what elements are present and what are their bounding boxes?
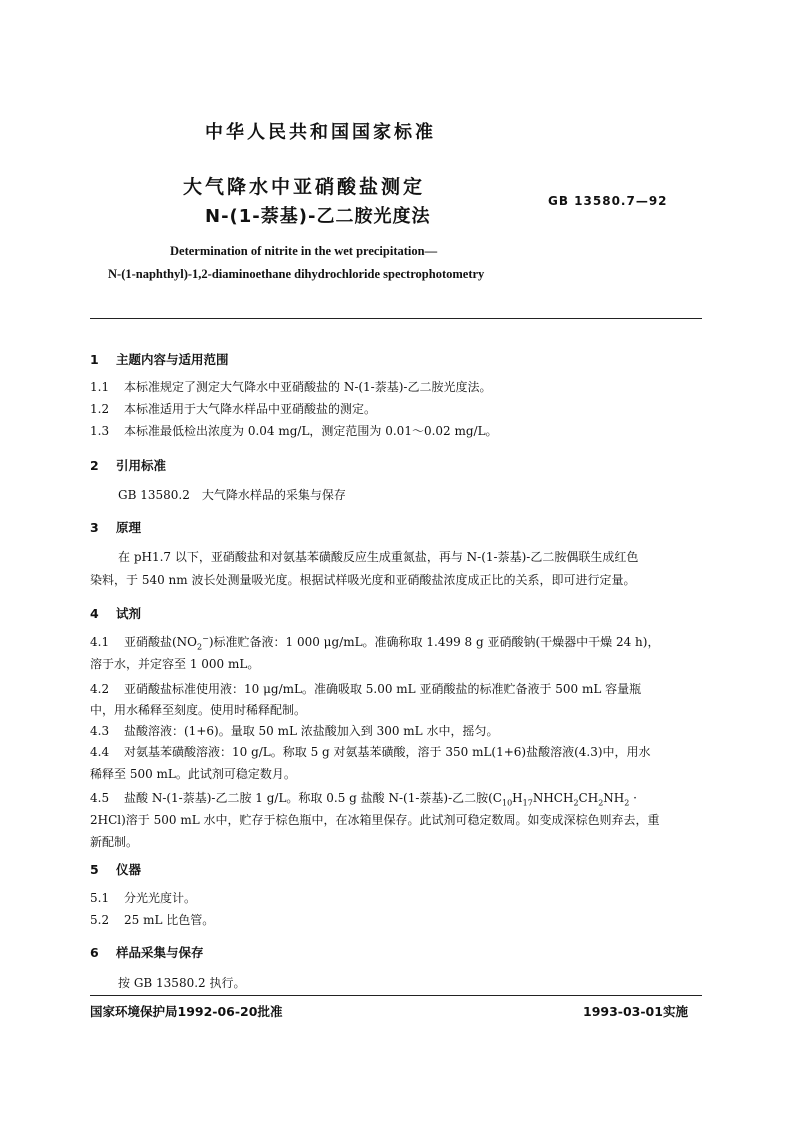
document-subtitle: N-(1-萘基)-乙二胺光度法 [205, 206, 431, 227]
document-title: 大气降水中亚硝酸盐测定 [183, 176, 426, 198]
formula-part: H [512, 791, 523, 805]
clause-number: 4.1 [90, 635, 110, 649]
section-heading-5 [90, 860, 141, 878]
clause-number: 1.2 [90, 402, 110, 416]
clause-text: 25 mL 比色管。 [124, 913, 215, 927]
footer-divider [90, 995, 702, 996]
section-title: 试剂 [116, 606, 142, 621]
clause-number: 1.1 [90, 380, 110, 394]
clause-4-5-cont: 2HCl)溶于 500 mL 水中，贮存于棕色瓶中，在冰箱里保存。此试剂可稳定数周。如变成深棕色则弃去，重 [90, 813, 660, 827]
clause-text: 亚硝酸盐标准使用液：10 μg/mL。准确吸取 5.00 mL 亚硝酸盐的标准贮备液于 500 mL 容量瓶 [124, 682, 642, 696]
clause-5-2 [90, 911, 214, 928]
section-number: 6 [90, 945, 99, 960]
section-number: 3 [90, 520, 99, 535]
section-heading-1 [90, 350, 229, 368]
implementation-date: 1993-03-01实施 [583, 1004, 688, 1019]
clause-text: 分光光度计。 [124, 891, 197, 905]
clause-4-4 [90, 743, 651, 760]
subscript: 2 [197, 642, 203, 652]
standard-title: 中华人民共和国国家标准 [205, 122, 436, 143]
clause-number: 4.3 [90, 724, 110, 738]
clause-number: 5.1 [90, 891, 110, 905]
section-heading-6 [90, 943, 204, 961]
clause-4-3 [90, 722, 498, 739]
clause-number: 5.2 [90, 913, 110, 927]
section-number: 4 [90, 606, 99, 621]
clause-1-3 [90, 422, 498, 439]
formula-part: NHCH [532, 791, 574, 805]
clause-text: 对氨基苯磺酸溶液：10 g/L。称取 5 g 对氨基苯磺酸，溶于 350 mL(1+6)盐酸溶液(4.3)中，用水 [124, 745, 651, 759]
section-title: 仪器 [116, 862, 142, 877]
clause-text: 本标准规定了测定大气降水中亚硝酸盐的 N-(1-萘基)-乙二胺光度法。 [124, 380, 492, 394]
principle-line1: 在 pH1.7 以下，亚硝酸盐和对氨基苯磺酸反应生成重氮盐，再与 N-(1-萘基)-乙二胺偶联生成红色 [118, 550, 639, 564]
english-title-line2: N-(1-naphthyl)-1,2-diaminoethane dihydrochloride spectrophotometry [108, 267, 485, 281]
principle-line2: 染料，于 540 nm 波长处测量吸光度。根据试样吸光度和亚硝酸盐浓度成正比的关系，即可进行定量。 [90, 573, 636, 587]
subscript: 2 [598, 798, 604, 808]
clause-4-1-cont: 溶于水，并定容至 1 000 mL。 [90, 657, 260, 671]
clause-number: 4.2 [90, 682, 110, 696]
section-number: 1 [90, 352, 99, 367]
section-title: 主题内容与适用范围 [116, 352, 229, 367]
clause-text: 本标准最低检出浓度为 0.04 mg/L，测定范围为 0.01～0.02 mg/L。 [124, 424, 498, 438]
clause-4-5 [90, 789, 637, 806]
approval-date: 国家环境保护局1992-06-20批准 [90, 1004, 283, 1019]
clause-text: 本标准适用于大气降水样品中亚硝酸盐的测定。 [124, 402, 377, 416]
clause-4-2 [90, 680, 641, 697]
section-number: 5 [90, 862, 99, 877]
superscript: − [202, 634, 209, 643]
clause-1-1 [90, 378, 491, 395]
section-title: 引用标准 [116, 458, 167, 473]
english-title-line1: Determination of nitrite in the wet precipitation— [170, 244, 438, 258]
clause-number: 4.5 [90, 791, 110, 805]
standard-code: GB 13580.7—92 [548, 194, 668, 208]
section-heading-2 [90, 456, 166, 474]
sampling-instruction: 按 GB 13580.2 执行。 [118, 976, 246, 990]
clause-number: 4.4 [90, 745, 110, 759]
clause-text: 盐酸溶液：(1+6)。量取 50 mL 浓盐酸加入到 300 mL 水中，摇匀。 [124, 724, 499, 738]
section-heading-4 [90, 604, 141, 622]
reference-standard: GB 13580.2 大气降水样品的采集与保存 [118, 488, 346, 502]
clause-text: 盐酸 N-(1-萘基)-乙二胺 1 g/L。称取 0.5 g 盐酸 N-(1-萘基)-乙二胺(C [124, 791, 502, 805]
formula-part: CH [578, 791, 599, 805]
clause-4-5-cont2: 新配制。 [90, 835, 139, 849]
clause-4-1 [90, 633, 659, 650]
formula-part: NH [603, 791, 625, 805]
clause-text: )标准贮备液：1 000 μg/mL。准确称取 1.499 8 g 亚硝酸钠(干燥器中干燥 24 h)， [208, 635, 660, 649]
formula-part: · [629, 791, 637, 805]
clause-1-2 [90, 400, 376, 417]
clause-text: 亚硝酸盐(NO [124, 635, 198, 649]
section-number: 2 [90, 458, 99, 473]
subscript: 10 [501, 798, 513, 808]
clause-number: 1.3 [90, 424, 110, 438]
header-divider [90, 318, 702, 319]
subscript: 17 [522, 798, 533, 808]
section-title: 原理 [116, 520, 142, 535]
clause-4-2-cont: 中，用水稀释至刻度。使用时稀释配制。 [90, 703, 307, 717]
section-title: 样品采集与保存 [116, 945, 204, 960]
subscript: 2 [624, 798, 630, 808]
clause-4-4-cont: 稀释至 500 mL。此试剂可稳定数月。 [90, 767, 296, 781]
section-heading-3 [90, 518, 141, 536]
clause-5-1 [90, 889, 196, 906]
subscript: 2 [573, 798, 579, 808]
